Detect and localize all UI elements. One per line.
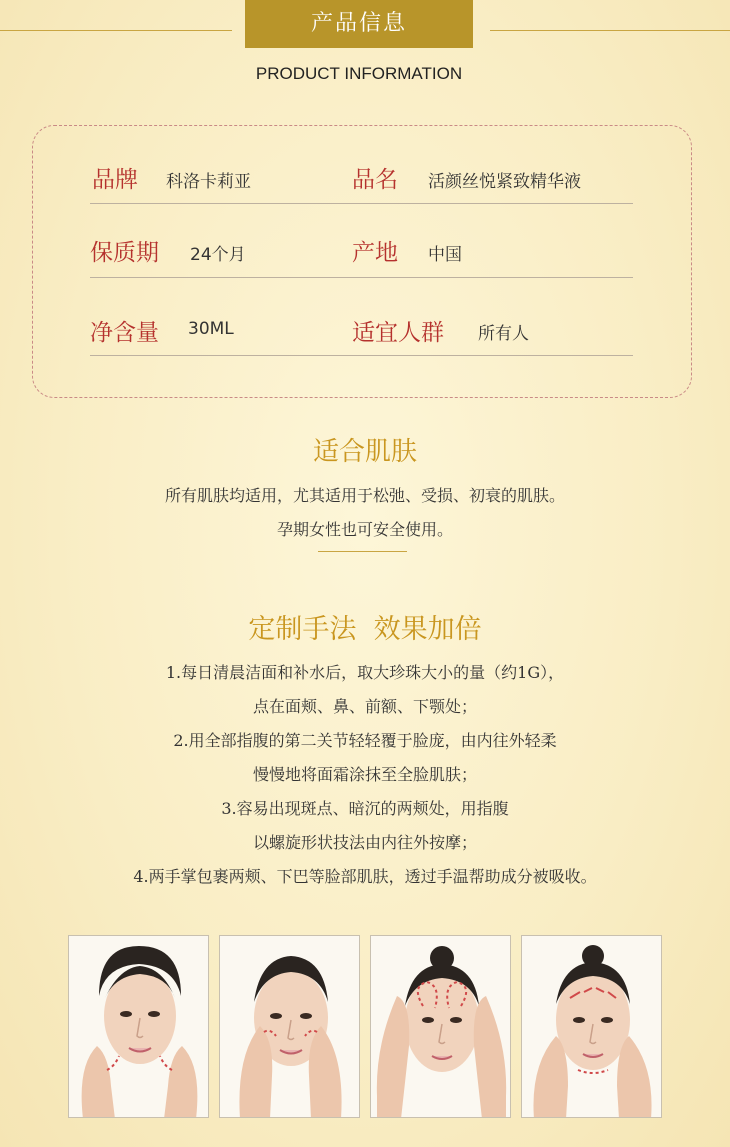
label-brand: 品牌	[92, 167, 138, 193]
step-1-photo	[68, 935, 209, 1118]
skin-line-1: 所有肌肤均适用，尤其适用于松弛、受损、初衰的肌肤。	[164, 486, 565, 505]
header-subtitle: PRODUCT INFORMATION	[255, 64, 463, 83]
label-origin: 产地	[352, 240, 398, 266]
value-suitable-for: 所有人	[478, 324, 529, 344]
skin-line-2: 孕期女性也可安全使用。	[276, 520, 453, 539]
value-net-content: 30ML	[188, 319, 234, 339]
step-4-photo	[521, 935, 662, 1118]
label-suitable-for: 适宜人群	[352, 320, 444, 346]
value-product-name: 活颜丝悦紧致精华液	[428, 172, 581, 192]
method-line-6: 以螺旋形状技法由内往外按摩；	[252, 833, 477, 852]
step-2-photo	[219, 935, 360, 1118]
method-line-1: 1.每日清晨洁面和补水后，取大珍珠大小的量（约1G），	[165, 663, 565, 682]
header-line-left	[0, 30, 232, 31]
value-origin: 中国	[428, 245, 462, 265]
skin-title: 适合肌肤	[312, 437, 417, 467]
value-brand: 科洛卡莉亚	[166, 172, 251, 192]
info-row-divider	[90, 277, 633, 278]
section-divider	[318, 551, 407, 552]
step-3-photo	[370, 935, 511, 1118]
label-shelf-life: 保质期	[90, 240, 159, 266]
label-product-name: 品名	[352, 167, 398, 193]
value-shelf-life: 24个月	[190, 245, 246, 265]
label-net-content: 净含量	[90, 320, 159, 346]
method-line-3: 2.用全部指腹的第二关节轻轻覆于脸庞，由内往外轻柔	[173, 731, 557, 750]
method-title: 定制手法 效果加倍	[248, 614, 482, 645]
info-row-divider	[90, 355, 633, 356]
method-line-5: 3.容易出现斑点、暗沉的两颊处，用指腹	[221, 799, 509, 818]
method-line-7: 4.两手掌包裹两颊、下巴等脸部肌肤，透过手温帮助成分被吸收。	[133, 867, 597, 886]
info-row-divider	[90, 203, 633, 204]
header-title: 产品信息	[245, 0, 473, 48]
method-line-2: 点在面颊、鼻、前额、下颚处；	[252, 697, 477, 716]
method-line-4: 慢慢地将面霜涂抹至全脸肌肤；	[252, 765, 477, 784]
header-line-right	[490, 30, 730, 31]
